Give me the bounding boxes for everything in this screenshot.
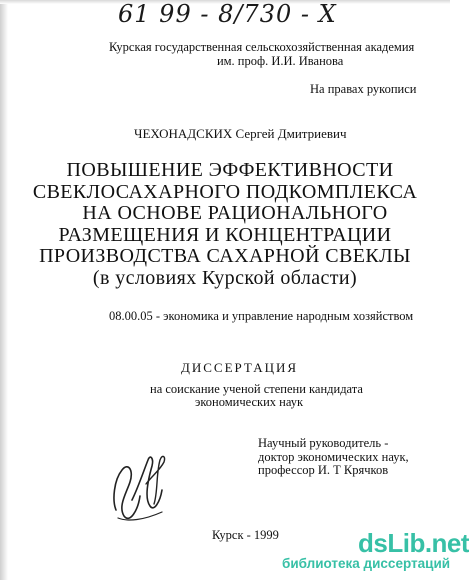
title-line-5: ПРОИЗВОДСТВА САХАРНОЙ СВЕКЛЫ — [39, 245, 411, 267]
document-type: ДИССЕРТАЦИЯ — [181, 360, 299, 375]
degree-line-2: экономических наук — [195, 395, 304, 409]
title-line-4: РАЗМЕЩЕНИЯ И КОНЦЕНТРАЦИИ — [58, 223, 392, 246]
scan-edge-left — [0, 0, 8, 580]
degree-line-1: на соискание ученой степени кандидата — [150, 382, 363, 396]
institution-name — [109, 40, 414, 68]
supervisor-line-3: профессор И. Т Крячков — [258, 463, 389, 477]
handwritten-signature — [104, 440, 176, 528]
supervisor-line-2: доктор экономических наук, — [258, 449, 409, 464]
title-line-6: (в условиях Курской области) — [92, 266, 358, 289]
dslib-watermark — [282, 530, 469, 572]
institution-line-2: им. проф. И.И. Иванова — [216, 54, 344, 68]
title-line-3: НА ОСНОВЕ РАЦИОНАЛЬНОГО — [82, 202, 388, 224]
watermark-site: dsLib.net — [358, 528, 469, 558]
dissertation-title — [0, 160, 450, 289]
author-name: ЧЕХОНАДСКИХ Сергей Дмитриевич — [134, 126, 347, 141]
title-line-2: СВЕКЛОСАХАРНОГО ПОДКОМПЛЕКСА — [32, 180, 418, 203]
place-and-year: Курск - 1999 — [212, 528, 279, 542]
handwritten-catalog-code: 61 99 - 8/730 - X — [118, 0, 337, 28]
rights-note: На правах рукописи — [310, 82, 417, 96]
institution-line-1: Курская государственная сельскохозяйственная академия — [109, 40, 415, 54]
watermark-subtitle: библиотека диссертаций — [282, 556, 451, 571]
degree-statement — [150, 383, 363, 409]
title-line-1: ПОВЫШЕНИЕ ЭФФЕКТИВНОСТИ — [66, 159, 394, 181]
supervisor-line-1: Научный руководитель - — [258, 436, 389, 450]
supervisor-block — [258, 437, 409, 478]
specialty-code: 08.00.05 - экономика и управление народным хозяйством — [109, 309, 414, 323]
